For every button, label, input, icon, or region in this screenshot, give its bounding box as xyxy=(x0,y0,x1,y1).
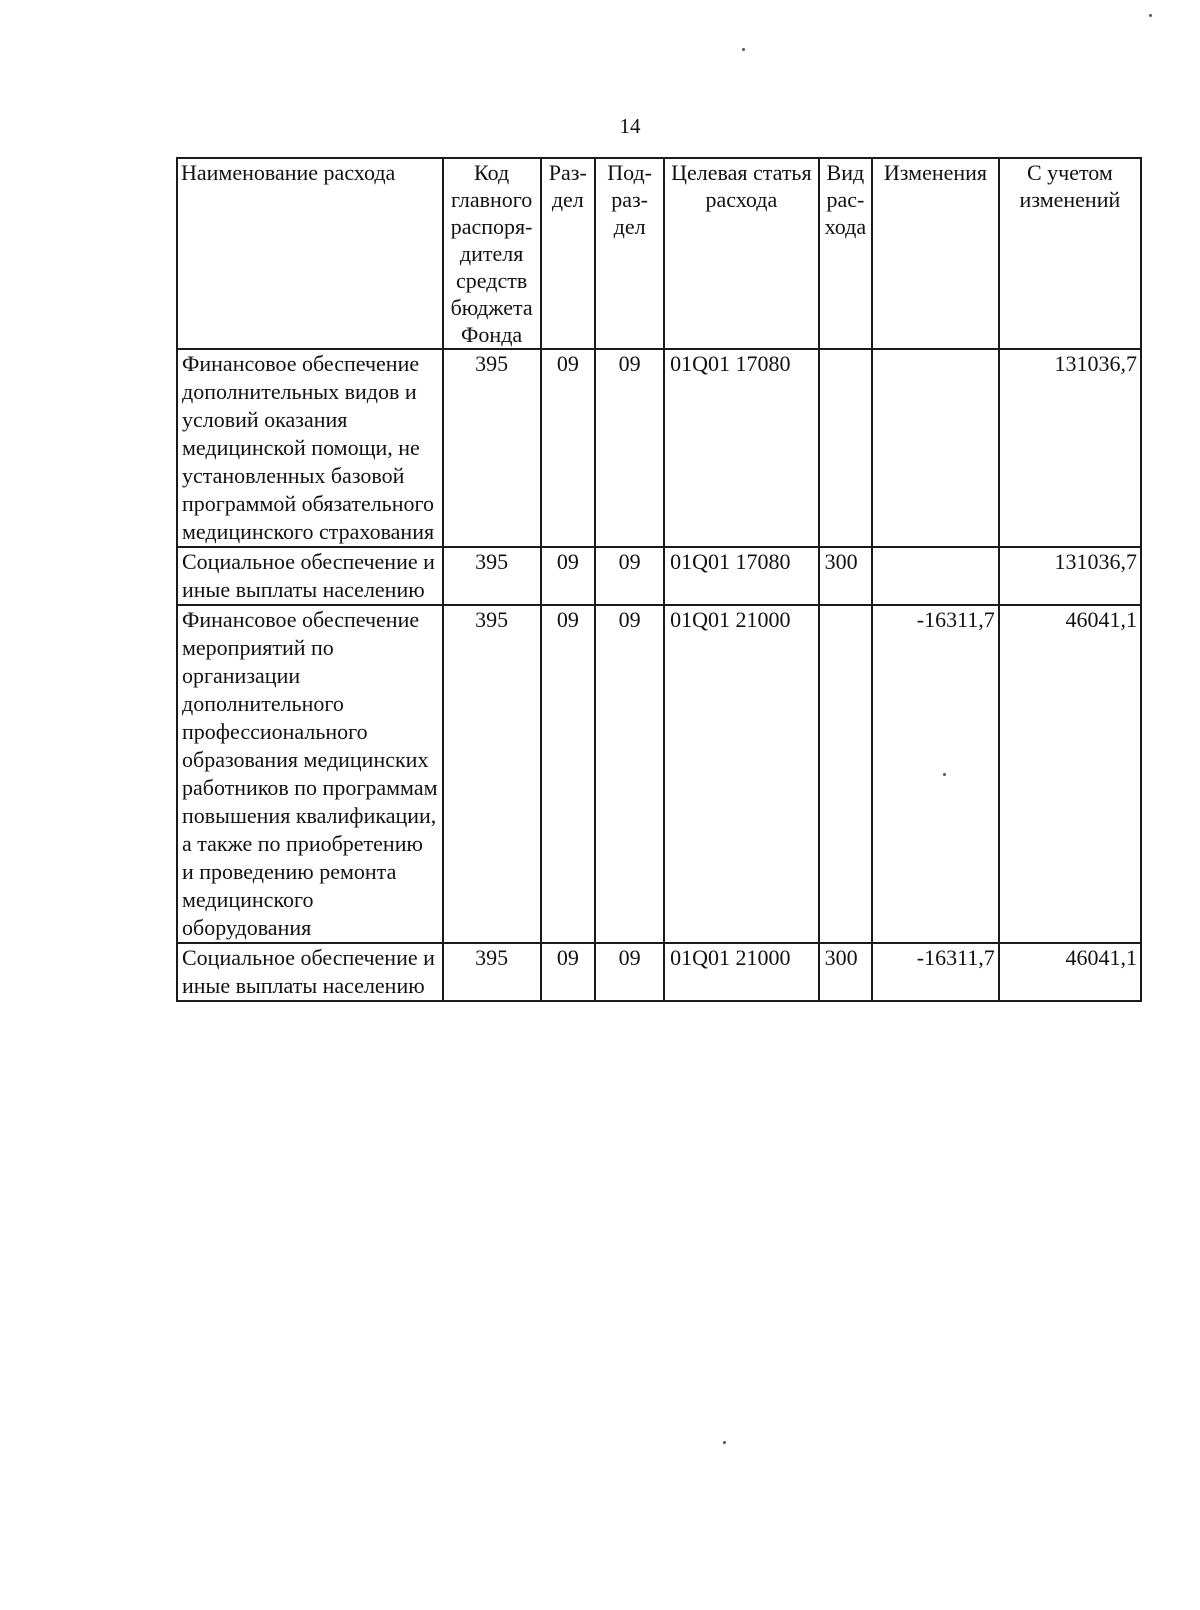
header-code: Код главного распоря-дителя средств бюджета Фонда xyxy=(443,158,541,349)
scan-speck xyxy=(742,48,745,51)
cell-changes: -16311,7 xyxy=(872,605,999,943)
cell-subsection: 09 xyxy=(595,605,664,943)
header-row xyxy=(177,158,1141,349)
scan-speck xyxy=(723,1441,726,1444)
cell-changes xyxy=(872,547,999,605)
cell-code: 395 xyxy=(443,349,541,547)
table-row xyxy=(177,605,1141,943)
header-subsection: Под-раз-дел xyxy=(595,158,664,349)
cell-target-article: 01Q01 21000 xyxy=(664,943,818,1001)
cell-expense-type xyxy=(819,349,873,547)
cell-target-article: 01Q01 21000 xyxy=(664,605,818,943)
header-target-article: Целевая статья расхода xyxy=(664,158,818,349)
cell-section: 09 xyxy=(541,943,596,1001)
cell-changes xyxy=(872,349,999,547)
cell-name: Социальное обеспечение и иные выплаты населению xyxy=(177,547,443,605)
cell-code: 395 xyxy=(443,605,541,943)
table-row xyxy=(177,943,1141,1001)
cell-code: 395 xyxy=(443,943,541,1001)
cell-changes: -16311,7 xyxy=(872,943,999,1001)
cell-with-changes: 131036,7 xyxy=(999,349,1141,547)
cell-name: Финансовое обеспечение дополнительных видов и условий оказания медицинской помощи, не установленных базовой программой обязательного медицинского страхования xyxy=(177,349,443,547)
cell-subsection: 09 xyxy=(595,547,664,605)
budget-expense-table xyxy=(176,157,1142,1002)
table-row xyxy=(177,547,1141,605)
header-changes: Изменения xyxy=(872,158,999,349)
cell-name: Финансовое обеспечение мероприятий по организации дополнительного профессионального образования медицинских работников по программам повышения квалификации, а также по приобретению и проведению ремонта медицинского оборудования xyxy=(177,605,443,943)
table-body xyxy=(177,349,1141,1001)
cell-subsection: 09 xyxy=(595,943,664,1001)
cell-section: 09 xyxy=(541,605,596,943)
cell-name: Социальное обеспечение и иные выплаты населению xyxy=(177,943,443,1001)
header-name: Наименование расхода xyxy=(177,158,443,349)
cell-section: 09 xyxy=(541,547,596,605)
cell-with-changes: 131036,7 xyxy=(999,547,1141,605)
cell-expense-type: 300 xyxy=(819,943,873,1001)
cell-section: 09 xyxy=(541,349,596,547)
cell-expense-type: 300 xyxy=(819,547,873,605)
cell-code: 395 xyxy=(443,547,541,605)
cell-with-changes: 46041,1 xyxy=(999,943,1141,1001)
scan-speck xyxy=(1149,14,1152,17)
scan-speck xyxy=(943,773,946,776)
cell-target-article: 01Q01 17080 xyxy=(664,349,818,547)
page-number: 14 xyxy=(619,114,641,138)
header-section: Раз-дел xyxy=(541,158,596,349)
cell-subsection: 09 xyxy=(595,349,664,547)
cell-target-article: 01Q01 17080 xyxy=(664,547,818,605)
header-expense-type: Вид рас-хода xyxy=(819,158,873,349)
table-row xyxy=(177,349,1141,547)
cell-expense-type xyxy=(819,605,873,943)
header-with-changes: С учетом изменений xyxy=(999,158,1141,349)
cell-with-changes: 46041,1 xyxy=(999,605,1141,943)
table-header xyxy=(177,158,1141,349)
